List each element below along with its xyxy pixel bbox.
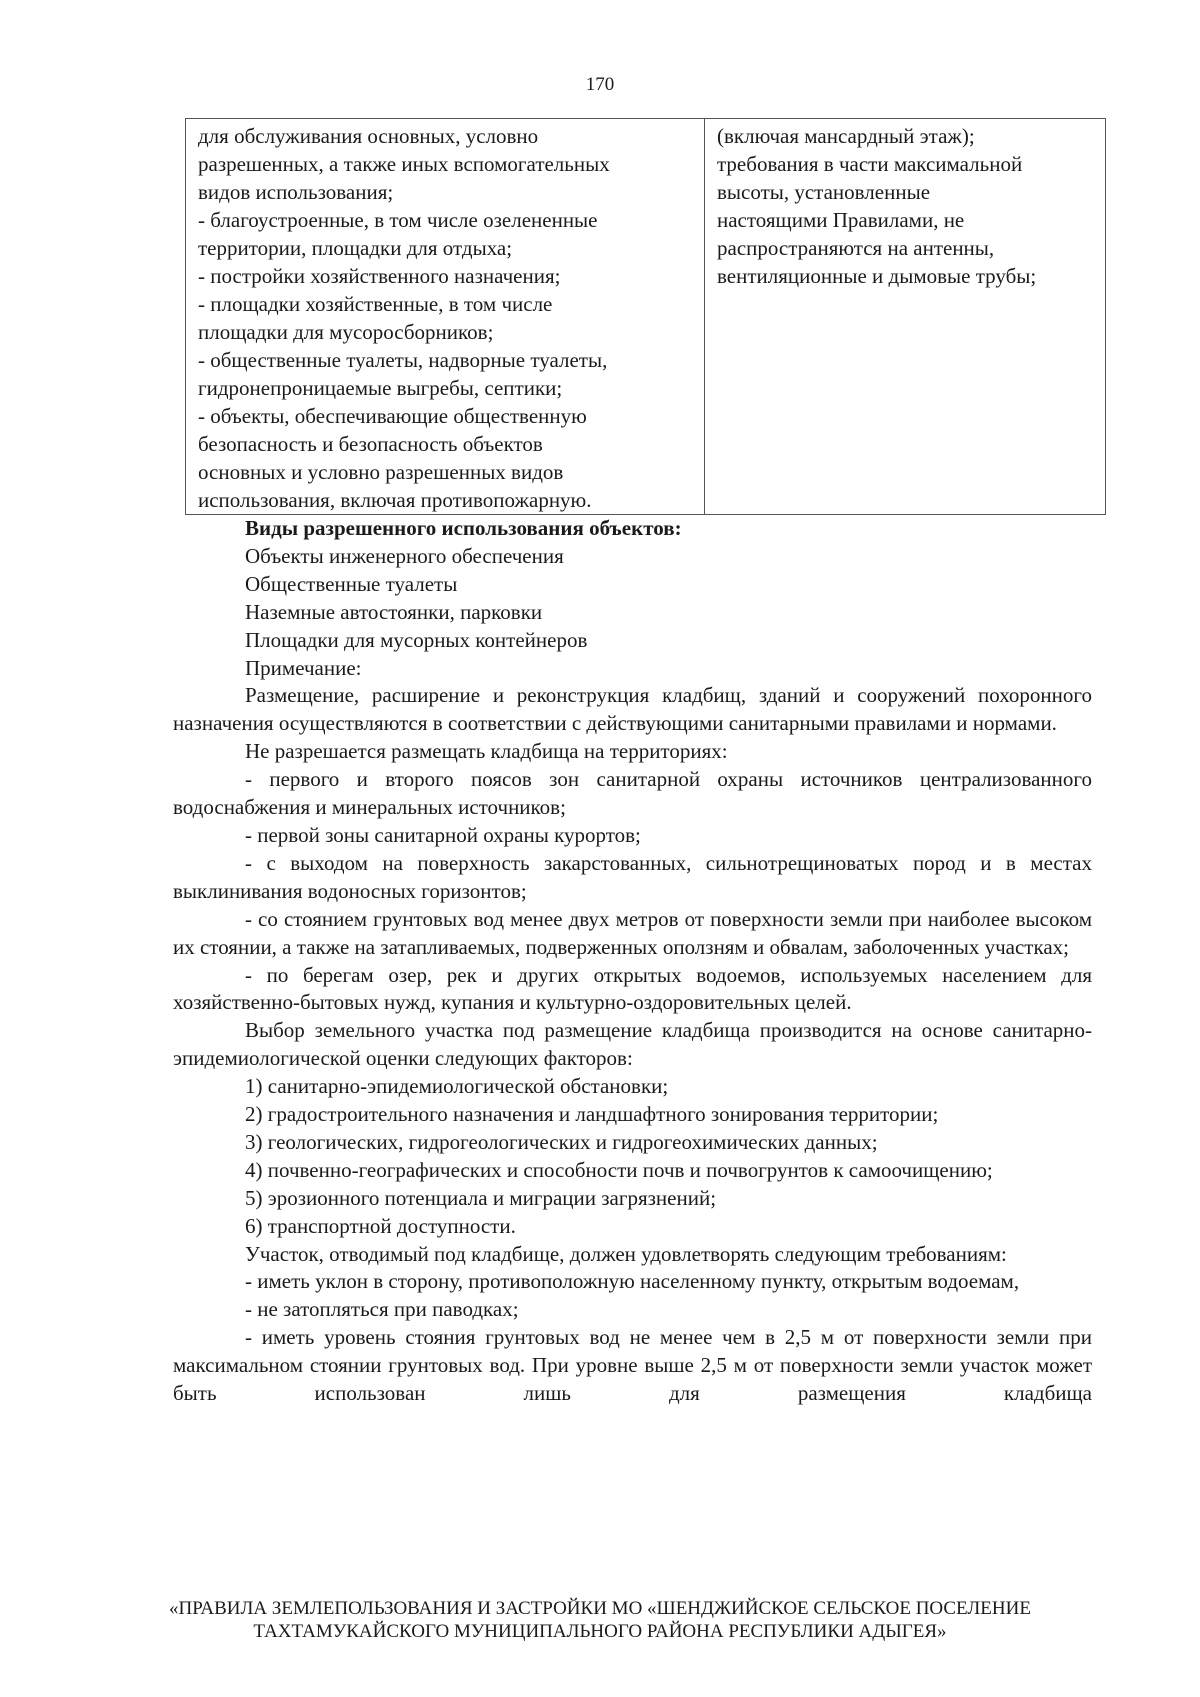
table-line: использования, включая противопожарную. bbox=[198, 488, 592, 512]
table-line: видов использования; bbox=[198, 180, 394, 204]
factor-item: 3) геологических, гидрогеологических и гидрогеохимических данных; bbox=[245, 1129, 878, 1154]
paragraph: - первого и второго поясов зон санитарной охраны источников централизованного водоснабжения и минеральных источников; bbox=[173, 767, 1092, 820]
table-cell-uses bbox=[186, 119, 705, 515]
factor-item: 5) эрозионного потенциала и миграции загрязнений; bbox=[245, 1185, 717, 1210]
document-body bbox=[173, 515, 1092, 1408]
paragraph: - по берегам озер, рек и других открытых водоемов, используемых населением для хозяйственно-бытовых нужд, купания и культурно-оздоровительных целей. bbox=[173, 962, 1092, 1015]
factor-item: 1) санитарно-эпидемиологической обстановки; bbox=[245, 1074, 669, 1099]
footer-line: «ПРАВИЛА ЗЕМЛЕПОЛЬЗОВАНИЯ И ЗАСТРОЙКИ МО «ШЕНДЖИЙСКОЕ СЕЛЬСКОЕ ПОСЕЛЕНИЕ bbox=[169, 1598, 1031, 1619]
table-line: - объекты, обеспечивающие общественную bbox=[198, 404, 587, 428]
paragraph: Размещение, расширение и реконструкция кладбищ, зданий и сооружений похоронного назначения осуществляются в соответствии с действующими санитарными правилами и нормами. bbox=[173, 683, 1092, 736]
list-item: Объекты инженерного обеспечения bbox=[245, 543, 564, 568]
table-line: основных и условно разрешенных видов bbox=[198, 460, 564, 484]
list-item: Наземные автостоянки, парковки bbox=[245, 599, 543, 624]
table-line: - общественные туалеты, надворные туалеты, bbox=[198, 348, 608, 372]
factor-item: 6) транспортной доступности. bbox=[245, 1213, 516, 1238]
list-item: Общественные туалеты bbox=[245, 571, 458, 596]
table-line: высоты, установленные bbox=[717, 180, 931, 204]
paragraph: - с выходом на поверхность закарстованных, сильнотрещиноватых пород и в местах выклинивания водоносных горизонтов; bbox=[173, 850, 1092, 903]
requirement-item: - не затопляться при паводках; bbox=[245, 1297, 519, 1322]
requirement-item: - иметь уклон в сторону, противоположную населенному пункту, открытым водоемам, bbox=[245, 1269, 1020, 1294]
table-line: для обслуживания основных, условно bbox=[198, 124, 539, 148]
paragraph: Выбор земельного участка под размещение кладбища производится на основе санитарно-эпидемиологической оценки следующих факторов: bbox=[173, 1018, 1092, 1071]
factor-item: 4) почвенно-географических и способности почв и почвогрунтов к самоочищению; bbox=[245, 1157, 993, 1182]
requirement-item: - иметь уровень стояния грунтовых вод не менее чем в 2,5 м от поверхности земли при максимальном стоянии грунтовых вод. При уровне выше 2,5 м от поверхности земли участок может быть использован лишь для размещения кладбища bbox=[173, 1325, 1092, 1406]
table-line: (включая мансардный этаж); bbox=[717, 124, 975, 148]
table-line: гидронепроницаемые выгребы, септики; bbox=[198, 376, 563, 400]
table-line: требования в части максимальной bbox=[717, 152, 1023, 176]
table-line: вентиляционные и дымовые трубы; bbox=[717, 264, 1037, 288]
table-line: настоящими Правилами, не bbox=[717, 208, 965, 232]
table-line: площадки для мусоросборников; bbox=[198, 320, 494, 344]
note-label: Примечание: bbox=[245, 655, 362, 680]
table-cell-limits bbox=[705, 119, 1106, 515]
page-number: 170 bbox=[585, 74, 615, 95]
section-heading: Виды разрешенного использования объектов: bbox=[245, 516, 682, 540]
table-line: безопасность и безопасность объектов bbox=[198, 432, 543, 456]
table-line: территории, площадки для отдыха; bbox=[198, 236, 513, 260]
paragraph: Участок, отводимый под кладбище, должен удовлетворять следующим требованиям: bbox=[245, 1241, 1007, 1266]
table-line: распространяются на антенны, bbox=[717, 236, 995, 260]
footer-line: ТАХТАМУКАЙСКОГО МУНИЦИПАЛЬНОГО РАЙОНА РЕСПУБЛИКИ АДЫГЕЯ» bbox=[253, 1621, 947, 1642]
list-item: Площадки для мусорных контейнеров bbox=[245, 627, 588, 652]
document-footer bbox=[0, 1597, 1200, 1643]
table-line: - благоустроенные, в том числе озелененные bbox=[198, 208, 598, 232]
table-line: разрешенных, а также иных вспомогательных bbox=[198, 152, 610, 176]
requirements-table bbox=[185, 118, 1106, 515]
paragraph: - со стоянием грунтовых вод менее двух метров от поверхности земли при наиболее высоком их стоянии, а также на затапливаемых, подверженных оползням и обвалам, заболоченных участках; bbox=[173, 906, 1092, 959]
paragraph: - первой зоны санитарной охраны курортов; bbox=[245, 822, 641, 847]
table-line: - постройки хозяйственного назначения; bbox=[198, 264, 561, 288]
factor-item: 2) градостроительного назначения и ландшафтного зонирования территории; bbox=[245, 1102, 939, 1127]
table-line: - площадки хозяйственные, в том числе bbox=[198, 292, 553, 316]
paragraph: Не разрешается размещать кладбища на территориях: bbox=[245, 739, 728, 764]
table-row bbox=[186, 119, 1106, 515]
